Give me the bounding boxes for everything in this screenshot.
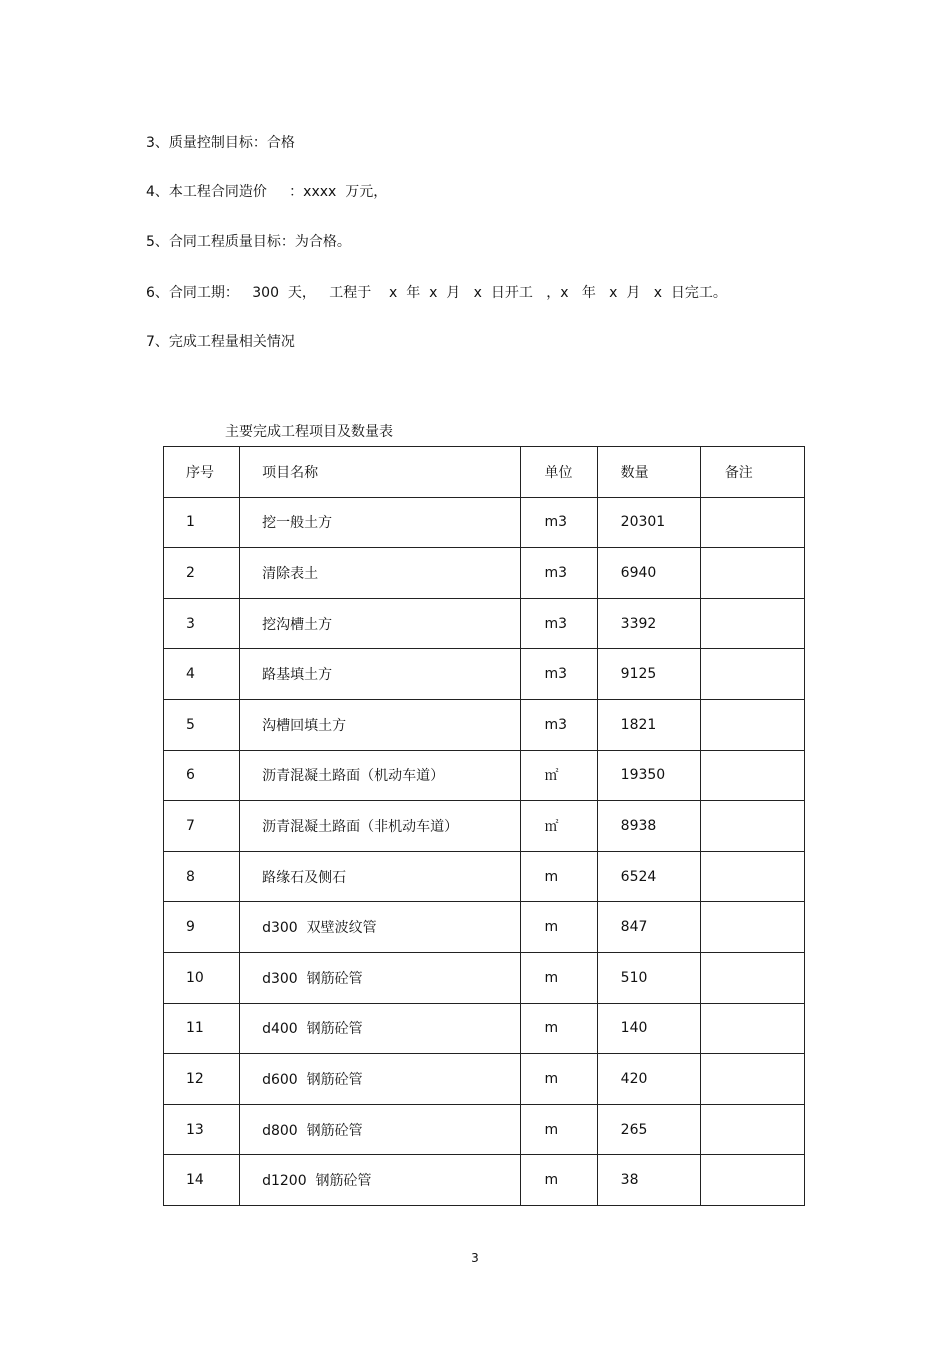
cell-unit: m3 [520,598,597,649]
cell-unit: m [520,851,597,902]
cell-serial-number: 9 [164,902,240,953]
cell-remarks [700,1155,804,1206]
header-unit: 单位 [520,447,597,498]
cell-remarks [700,649,804,700]
table-row [164,1155,805,1206]
cell-remarks [700,750,804,801]
table-body [164,497,805,1205]
quantity-table [163,446,805,1206]
table-row [164,598,805,649]
cell-serial-number: 2 [164,548,240,599]
cell-quantity: 9125 [597,649,700,700]
cell-unit: m [520,1054,597,1105]
cell-remarks [700,497,804,548]
cell-quantity: 140 [597,1003,700,1054]
cell-unit: m3 [520,548,597,599]
cell-serial-number: 12 [164,1054,240,1105]
cell-remarks [700,952,804,1003]
cell-remarks [700,1054,804,1105]
cell-unit: m [520,1104,597,1155]
cell-item-name: 沥青混凝土路面（机动车道） [240,750,520,801]
header-item-name: 项目名称 [240,447,520,498]
cell-serial-number: 14 [164,1155,240,1206]
paragraph-contract-duration: 6、合同工期： 300 天， 工程于 x 年 x 月 x 日开工 ，x 年 x 月 x 日完工。 [146,285,727,301]
cell-unit: m [520,902,597,953]
table-caption: 主要完成工程项目及数量表 [225,424,393,440]
cell-quantity: 19350 [597,750,700,801]
page-number: 3 [471,1251,479,1265]
cell-remarks [700,1104,804,1155]
table-row [164,952,805,1003]
cell-unit: m3 [520,497,597,548]
table-row [164,699,805,750]
cell-unit: m3 [520,699,597,750]
table-row [164,497,805,548]
table-row [164,902,805,953]
cell-unit: ㎡ [520,750,597,801]
table-row [164,649,805,700]
cell-remarks [700,851,804,902]
table-row [164,1054,805,1105]
table-row [164,801,805,852]
table-row [164,1104,805,1155]
cell-remarks [700,1003,804,1054]
header-serial-number: 序号 [164,447,240,498]
cell-serial-number: 13 [164,1104,240,1155]
table-row [164,750,805,801]
cell-serial-number: 5 [164,699,240,750]
paragraph-quantity-heading: 7、完成工程量相关情况 [146,334,295,350]
cell-remarks [700,598,804,649]
cell-unit: ㎡ [520,801,597,852]
cell-item-name: d300 钢筋砼管 [240,952,520,1003]
cell-quantity: 420 [597,1054,700,1105]
paragraph-contract-price: 4、本工程合同造价 ：xxxx 万元， [146,184,388,200]
cell-quantity: 20301 [597,497,700,548]
cell-item-name: 沥青混凝土路面（非机动车道） [240,801,520,852]
cell-item-name: 路基填土方 [240,649,520,700]
cell-quantity: 510 [597,952,700,1003]
cell-item-name: d400 钢筋砼管 [240,1003,520,1054]
paragraph-contract-quality: 5、合同工程质量目标：为合格。 [146,234,351,250]
cell-unit: m3 [520,649,597,700]
cell-serial-number: 7 [164,801,240,852]
cell-unit: m [520,952,597,1003]
cell-item-name: d300 双壁波纹管 [240,902,520,953]
cell-serial-number: 11 [164,1003,240,1054]
cell-quantity: 8938 [597,801,700,852]
cell-item-name: 挖沟槽土方 [240,598,520,649]
table-row [164,851,805,902]
cell-quantity: 265 [597,1104,700,1155]
paragraph-quality-target: 3、质量控制目标：合格 [146,135,295,151]
cell-item-name: 挖一般土方 [240,497,520,548]
table-row [164,548,805,599]
cell-item-name: 路缘石及侧石 [240,851,520,902]
cell-quantity: 3392 [597,598,700,649]
cell-quantity: 6524 [597,851,700,902]
cell-item-name: 沟槽回填土方 [240,699,520,750]
header-remarks: 备注 [700,447,804,498]
cell-item-name: d600 钢筋砼管 [240,1054,520,1105]
cell-quantity: 1821 [597,699,700,750]
cell-remarks [700,548,804,599]
cell-serial-number: 6 [164,750,240,801]
cell-quantity: 847 [597,902,700,953]
cell-item-name: d800 钢筋砼管 [240,1104,520,1155]
cell-serial-number: 8 [164,851,240,902]
cell-serial-number: 4 [164,649,240,700]
header-quantity: 数量 [597,447,700,498]
cell-remarks [700,699,804,750]
cell-quantity: 6940 [597,548,700,599]
cell-remarks [700,801,804,852]
cell-unit: m [520,1003,597,1054]
cell-item-name: d1200 钢筋砼管 [240,1155,520,1206]
table-header-row [164,447,805,498]
cell-serial-number: 3 [164,598,240,649]
cell-unit: m [520,1155,597,1206]
table-row [164,1003,805,1054]
cell-remarks [700,902,804,953]
cell-quantity: 38 [597,1155,700,1206]
cell-item-name: 清除表土 [240,548,520,599]
cell-serial-number: 10 [164,952,240,1003]
cell-serial-number: 1 [164,497,240,548]
